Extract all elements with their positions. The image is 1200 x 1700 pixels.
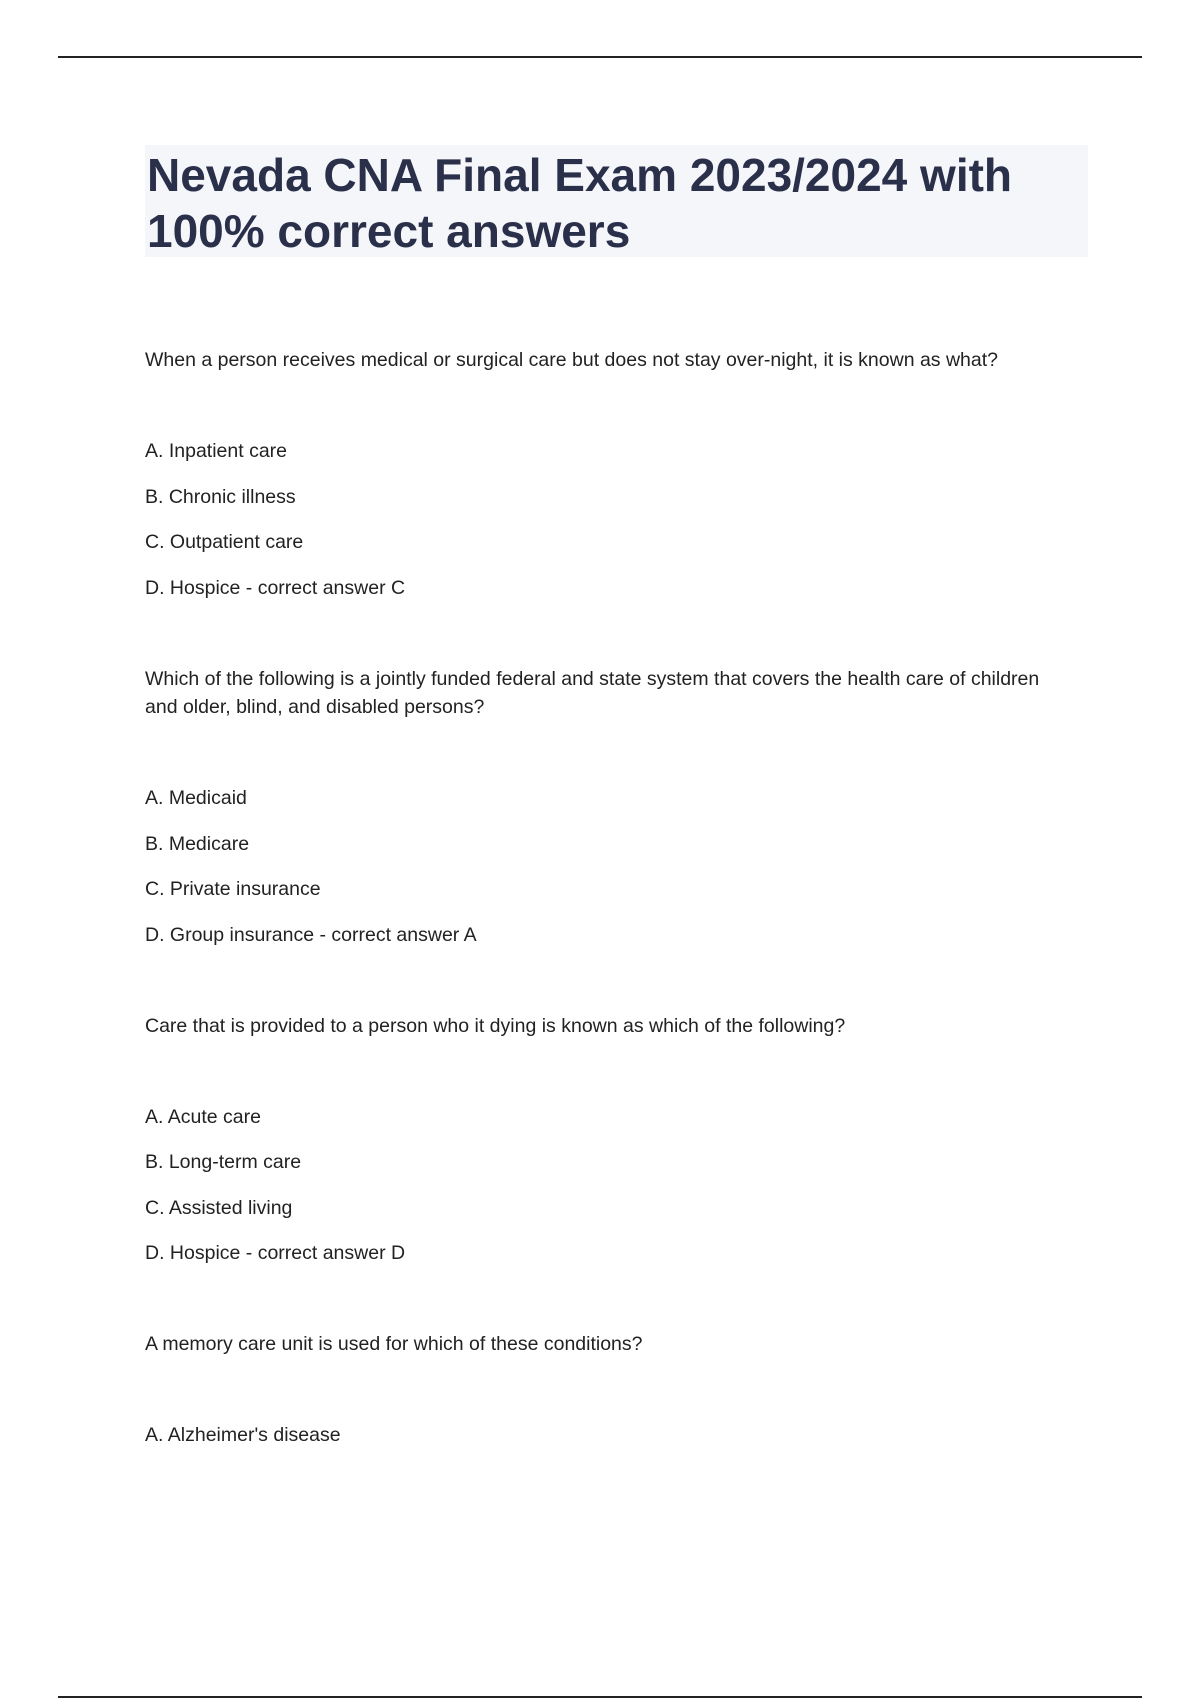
question-2-option-d: D. Group insurance - correct answer A (145, 924, 477, 946)
top-rule (58, 56, 1142, 58)
question-3-option-c: C. Assisted living (145, 1197, 293, 1219)
question-3-text: Care that is provided to a person who it dying is known as which of the following? (145, 1015, 846, 1037)
question-1-option-c: C. Outpatient care (145, 531, 304, 553)
title-block (145, 145, 1088, 257)
question-2-option-c: C. Private insurance (145, 878, 321, 900)
question-3-option-d: D. Hospice - correct answer D (145, 1242, 406, 1264)
question-4-option-a: A. Alzheimer's disease (145, 1424, 341, 1446)
question-1-option-d: D. Hospice - correct answer C (145, 577, 406, 599)
document-title: Nevada CNA Final Exam 2023/2024 with 100% correct answers (147, 149, 1013, 257)
question-2-option-a: A. Medicaid (145, 787, 247, 809)
question-1-text: When a person receives medical or surgical care but does not stay over-night, it is known as what? (145, 349, 999, 371)
question-1-option-a: A. Inpatient care (145, 440, 288, 462)
bottom-rule (58, 1696, 1142, 1698)
question-4-text: A memory care unit is used for which of these conditions? (145, 1333, 643, 1355)
question-1-option-b: B. Chronic illness (145, 486, 296, 508)
question-3-option-a: A. Acute care (145, 1106, 261, 1128)
question-2-text: Which of the following is a jointly funded federal and state system that covers the health care of children and older, blind, and disabled persons? (145, 668, 1040, 718)
question-2-option-b: B. Medicare (145, 833, 250, 855)
question-3-option-b: B. Long-term care (145, 1151, 302, 1173)
